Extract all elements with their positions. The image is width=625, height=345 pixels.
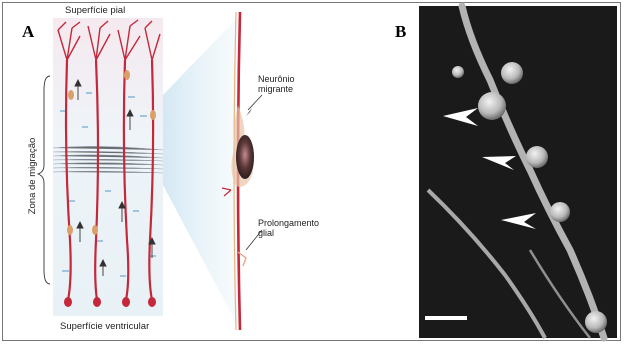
neuron-bead <box>526 146 548 168</box>
label-glial-process: Prolongamento glial <box>258 218 320 238</box>
neuron-bead <box>501 62 523 84</box>
label-ventricular-surface: Superfície ventricular <box>60 321 150 332</box>
panel-b-letter: B <box>395 22 407 41</box>
neuron-bead <box>585 311 607 333</box>
debris-particle <box>452 66 464 78</box>
label-migrating-neuron: Neurônio migrante <box>258 74 295 94</box>
label-migration-zone: Zona de migração <box>27 137 38 215</box>
neuron-bead <box>478 92 506 120</box>
scale-bar <box>425 316 467 320</box>
panel-a-letter: A <box>22 22 35 41</box>
label-pial-surface: Superfície pial <box>65 5 126 16</box>
neuron-bead <box>550 202 570 222</box>
